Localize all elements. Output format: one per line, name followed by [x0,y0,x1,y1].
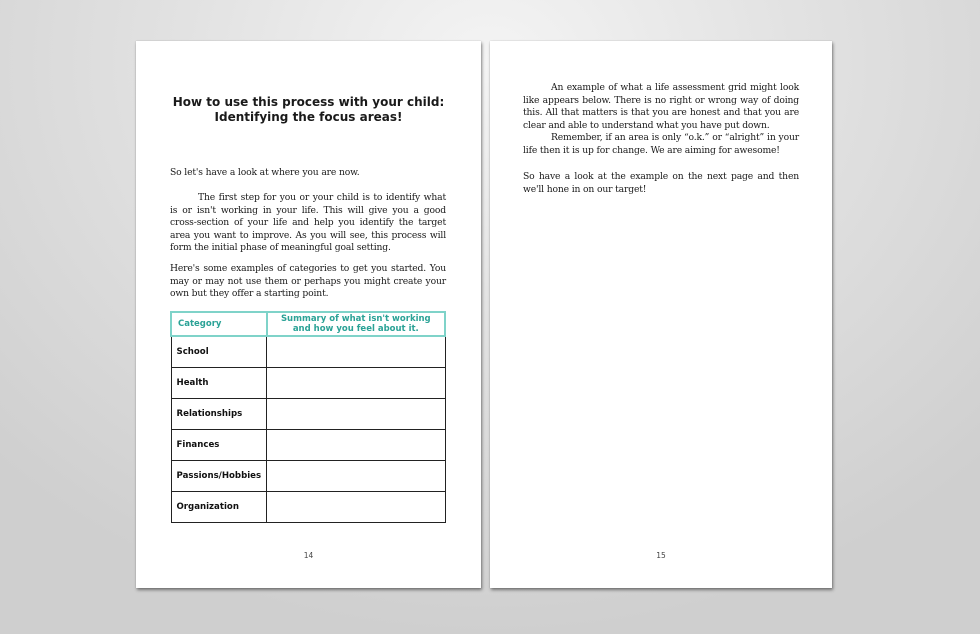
page-number: 15 [656,551,666,560]
table-row [171,461,445,492]
left-page [136,41,481,588]
header-summary: Summary of what isn't working and how you feel about it. [267,312,445,336]
summary-cell[interactable] [267,461,445,492]
category-table [170,311,446,523]
summary-cell[interactable] [267,492,445,523]
page-number: 14 [303,551,314,560]
table-row [171,336,445,368]
right-paragraph-3-block [523,171,799,196]
category-cell: Organization [171,492,267,523]
summary-cell[interactable] [267,399,445,430]
category-cell: Passions/Hobbies [171,461,267,492]
intro-text [170,167,446,180]
table-row [171,430,445,461]
paragraph-2-text: Here's some examples of categories to get you started. You may or may not use them or perhaps you might create your own but they offer a starting point. [170,263,446,299]
right-paragraph-3: So have a look at the example on the next page and then we'll hone in on our target! [523,171,799,195]
category-cell: Relationships [171,399,267,430]
intro-paragraph: So let's have a look at where you are now. [170,167,360,178]
paragraph-1-text: The first step for you or your child is to identify what is or isn't working in your life. This will give you a good cross-section of your life and help you identify the target area you want to improve. As you will see, this process will form the initial phase of meaningful goal setting. [170,192,446,253]
paragraph-1 [170,192,446,255]
header-category: Category [171,312,267,336]
page-title [136,95,481,125]
table-row [171,492,445,523]
table-header-row [171,312,445,336]
right-paragraph-2: Remember, if an area is only “o.k.” or “alright” in your life then it is up for change. We are aiming for awesome! [523,132,799,156]
summary-cell[interactable] [267,368,445,399]
right-page [490,41,832,588]
category-cell: School [171,336,267,368]
table-row [171,368,445,399]
category-cell: Finances [171,430,267,461]
table-row [171,399,445,430]
summary-cell[interactable] [267,336,445,368]
category-cell: Health [171,368,267,399]
title-line-2: Identifying the focus areas! [214,110,403,124]
paragraph-2 [170,263,446,301]
right-paragraph-1: An example of what a life assessment grid might look like appears below. There is no right or wrong way of doing this. All that matters is that you are honest and that you are clear and able to understand what you have put down. [523,82,799,131]
title-line-1: How to use this process with your child: [172,95,445,109]
summary-cell[interactable] [267,430,445,461]
right-paragraphs [523,82,799,157]
